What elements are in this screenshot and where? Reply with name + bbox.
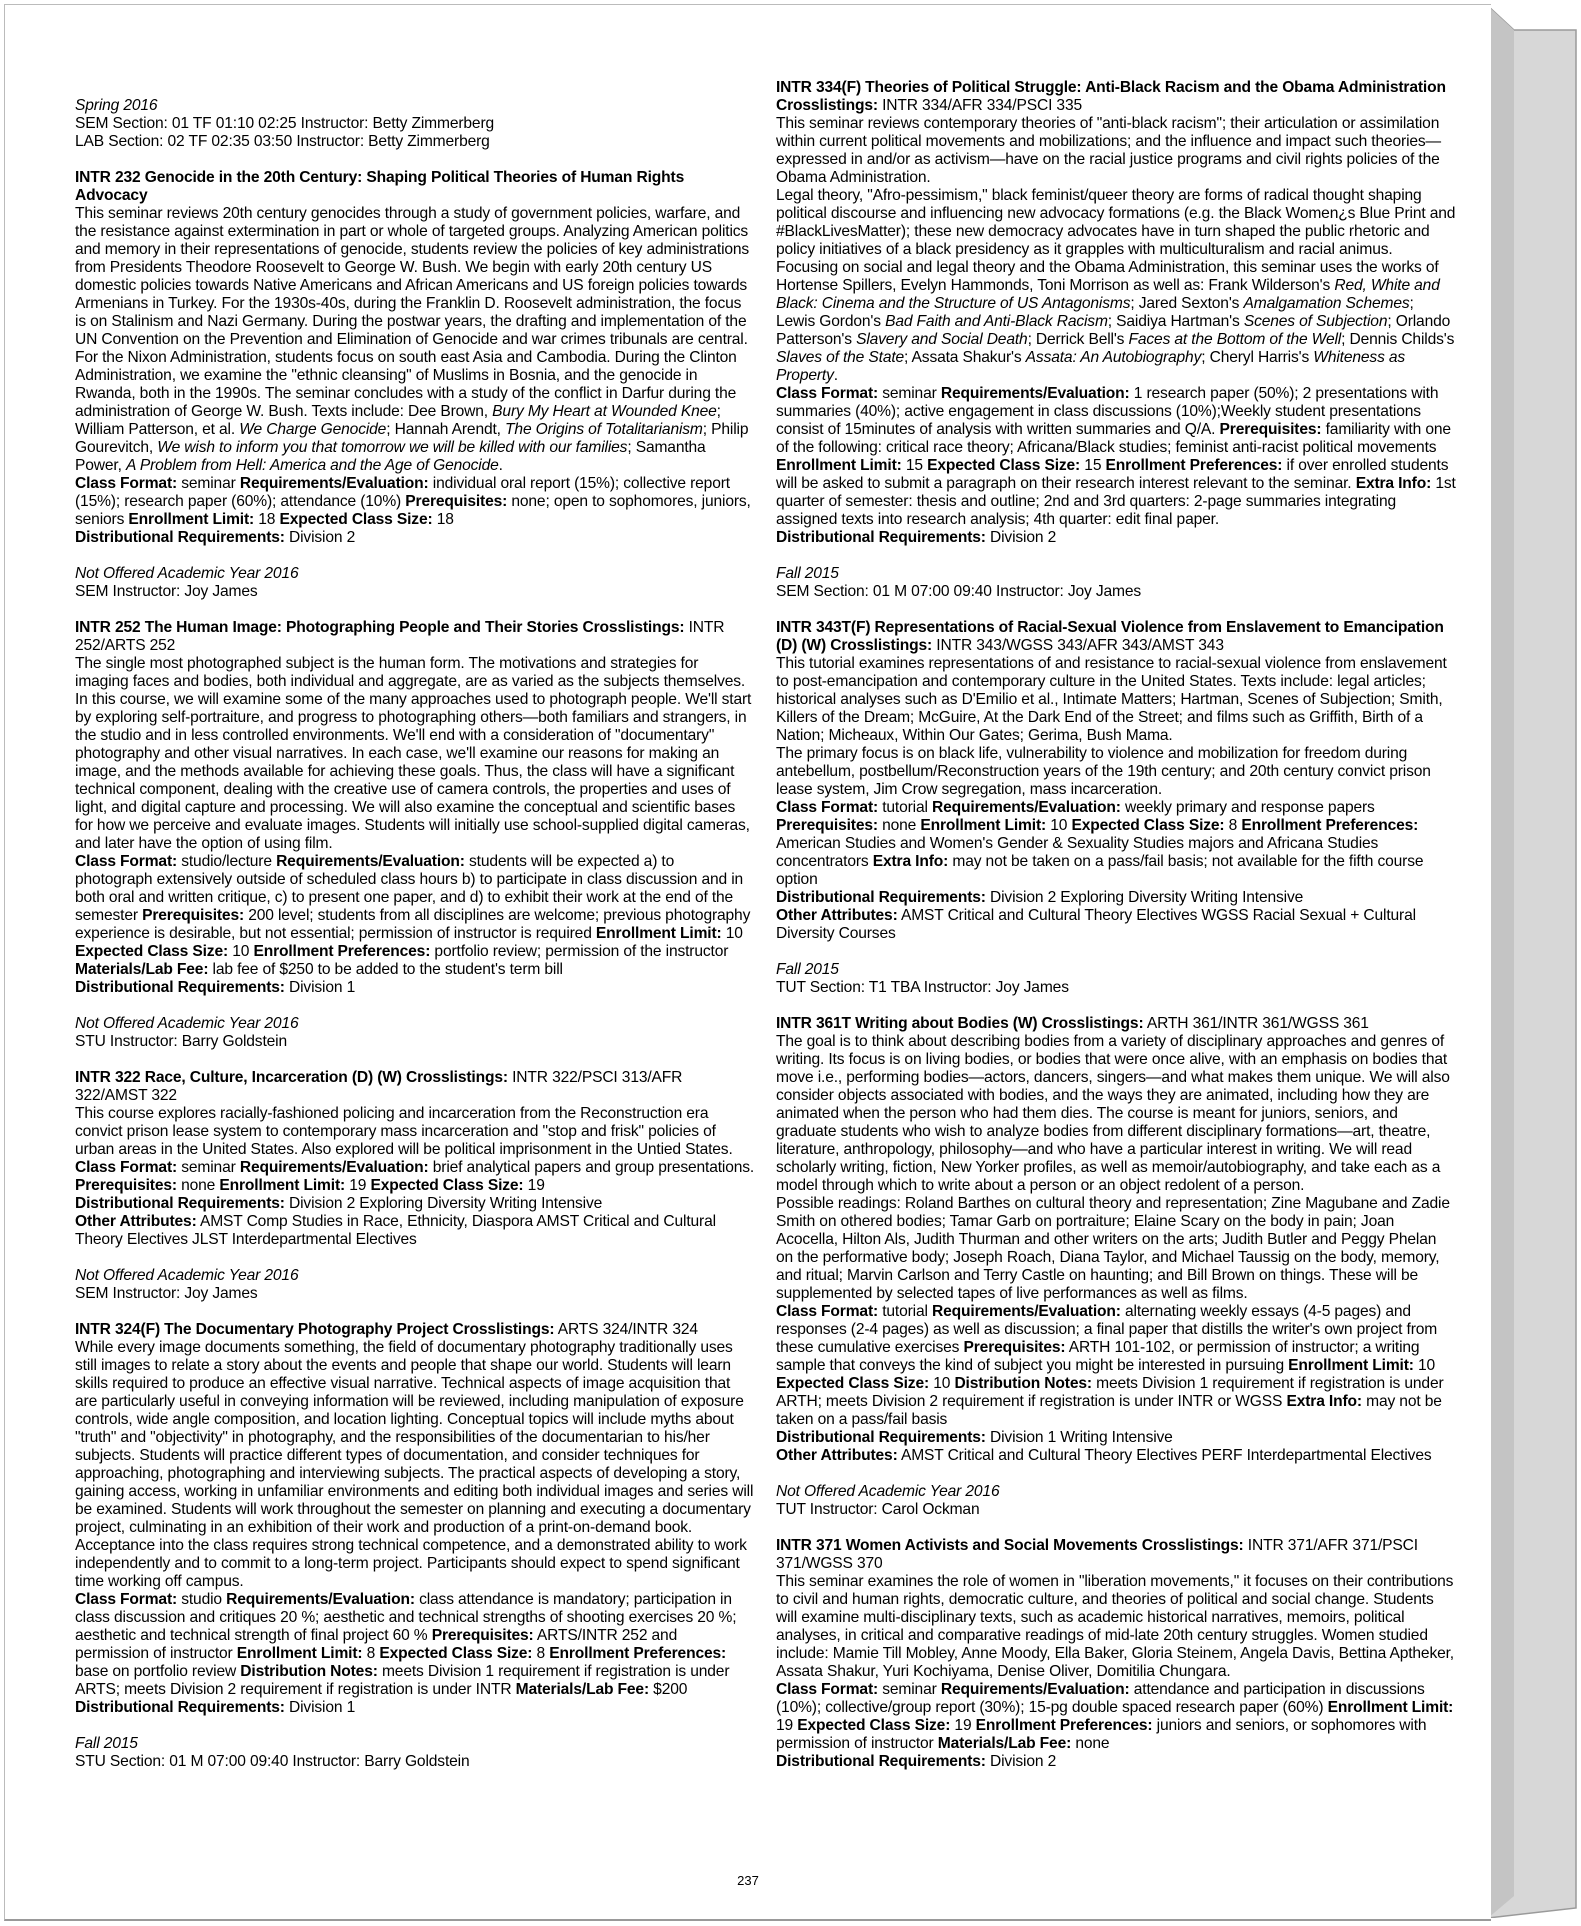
course-intr-361t <box>776 1015 1456 1465</box>
section-line: STU Instructor: Barry Goldstein <box>75 1033 287 1050</box>
document-page <box>4 4 1491 1921</box>
course-description: Focusing on social and legal theory and the Obama Administration, this seminar uses the works of Hortense Spillers, Evelyn Hammonds, Toni Morrison as well as: Frank Wilderson's Red, White and Black: Cinema and the Structure of US Antagonisms; Jared Sexton's Amalgamation Schemes; Lewis Gordon's Bad Faith and Anti-Black Racism; Saidiya Hartman's Scenes of Subjection; Orlando Patterson's Slavery and Social Death; Derrick Bell's Faces at the Bottom of the Well; Dennis Childs's Slaves of the State; Assata Shakur's Assata: An Autobiography; Cheryl Harris's Whiteness as Property. <box>776 259 1455 384</box>
course-title-line: INTR 334(F) Theories of Political Struggle: Anti-Black Racism and the Obama Administration Crosslistings: INTR 334/AFR 334/PSCI 335 <box>776 79 1446 114</box>
course-description: The primary focus is on black life, vulnerability to violence and mobilization for freedom during antebellum, postbellum/Reconstruction years of the 19th century; and 20th century convict prison lease system, Jim Crow segregation, mass incarceration. <box>776 745 1431 798</box>
course-details: Class Format: seminar Requirements/Evaluation: attendance and participation in discussions (10%); collective/group report (30%); 15-pg double spaced research paper (60%) Enrollment Limit: 19 Expected Class Size: 19 Enrollment Preferences: juniors and seniors, or sophomores with permission of instructor Materials/Lab Fee: none <box>776 1681 1454 1752</box>
section-line: STU Section: 01 M 07:00 09:40 Instructor: Barry Goldstein <box>75 1753 470 1770</box>
term-label: Not Offered Academic Year 2016 <box>75 1015 299 1032</box>
term-label: Not Offered Academic Year 2016 <box>75 1267 299 1284</box>
course-title-line: INTR 324(F) The Documentary Photography Project Crosslistings: ARTS 324/INTR 324 <box>75 1321 698 1338</box>
section-spring-2016 <box>75 97 755 151</box>
right-column <box>776 79 1456 1771</box>
term-label: Fall 2015 <box>776 565 839 582</box>
course-description: This seminar reviews contemporary theories of "anti-black racism"; their articulation or assimilation within current political movements and mobilizations; and the influence and impact such theories—expressed in and/or as activism—have on the racial justice programs and civil rights policies of the Obama Administration. <box>776 115 1441 186</box>
course-details: Class Format: seminar Requirements/Evaluation: brief analytical papers and group presentations. Prerequisites: none Enrollment Limit: 19 Expected Class Size: 19 <box>75 1159 755 1194</box>
course-title-line: INTR 322 Race, Culture, Incarceration (D) (W) Crosslistings: INTR 322/PSCI 313/AFR 322/AMST 322 <box>75 1069 683 1104</box>
term-label: Spring 2016 <box>75 97 158 114</box>
course-details: Class Format: tutorial Requirements/Evaluation: weekly primary and response papers Prerequisites: none Enrollment Limit: 10 Expected Class Size: 8 Enrollment Preferences: American Studies and Women's Gender & Sexuality Studies majors and Africana Studies concentrators Extra Info: may not be taken on a pass/fail basis; not available for the fifth course option <box>776 799 1424 888</box>
course-title-line: INTR 252 The Human Image: Photographing People and Their Stories Crosslistings: INTR 252/ARTS 252 <box>75 619 725 654</box>
section-fall-2015 <box>776 565 1456 601</box>
section-line: SEM Section: 01 TF 01:10 02:25 Instructor: Betty Zimmerberg <box>75 115 495 132</box>
section-fall-2015 <box>776 961 1456 997</box>
other-attributes: Other Attributes: AMST Critical and Cultural Theory Electives WGSS Racial Sexual + Cultural Diversity Courses <box>776 907 1416 942</box>
course-details: Class Format: seminar Requirements/Evaluation: individual oral report (15%); collective report (15%); research paper (60%); attendance (10%) Prerequisites: none; open to sophomores, juniors, seniors Enrollment Limit: 18 Expected Class Size: 18 <box>75 475 751 528</box>
course-description: Legal theory, "Afro-pessimism," black feminist/queer theory are forms of radical thought shaping political discourse and influencing new advocacy formations (e.g. the Black Women¿s Blue Print and #BlackLivesMatter); these new democracy advocates have in turn shaped the public rhetoric and policy initiatives of a black presidency as it grapples with multiculturalism and racial animus. <box>776 187 1456 258</box>
course-title-line: INTR 361T Writing about Bodies (W) Crosslistings: ARTH 361/INTR 361/WGSS 361 <box>776 1015 1369 1032</box>
distributional-requirements: Distributional Requirements: Division 1 <box>75 1699 356 1716</box>
course-description: This tutorial examines representations of and resistance to racial-sexual violence from enslavement to post-emancipation and contemporary culture in the United States. Texts include: legal articles; historical analyses such as D'Emilio et al., Intimate Matters; Hartman, Scenes of Subjection; Smith, Killers of the Dream; McGuire, At the Dark End of the Street; and films such as Griffith, Birth of a Nation; Micheaux, Within Our Gates; Gerima, Bush Mama. <box>776 655 1447 744</box>
course-details: Class Format: studio Requirements/Evaluation: class attendance is mandatory; participation in class discussion and critiques 20 %; aesthetic and technical strengths of shooting exercises 20 %; aesthetic and technical strength of final project 60 % Prerequisites: ARTS/INTR 252 and permission of instructor Enrollment Limit: 8 Expected Class Size: 8 Enrollment Preferences: base on portfolio review Distribution Notes: meets Division 1 requirement if registration is under ARTS; meets Division 2 requirement if registration is under INTR Materials/Lab Fee: $200 <box>75 1591 737 1698</box>
distributional-requirements: Distributional Requirements: Division 1 Writing Intensive <box>776 1429 1173 1446</box>
section-line: SEM Instructor: Joy James <box>75 1285 258 1302</box>
course-description: This course explores racially-fashioned policing and incarceration from the Reconstruction era convict prison lease system to contemporary mass incarceration and "stop and frisk" policies of urban areas in the United States. Also explored will be political imprisonment in the Untied States. <box>75 1105 733 1158</box>
section-line: TUT Section: T1 TBA Instructor: Joy James <box>776 979 1069 996</box>
course-intr-343t <box>776 619 1456 943</box>
course-details: Class Format: tutorial Requirements/Evaluation: alternating weekly essays (4-5 pages) and responses (2-4 pages) as well as discussion; a final paper that distills the writer's own project from these cumulative exercises Prerequisites: ARTH 101-102, or permission of instructor; a writing sample that conveys the kind of subject you might be interested in pursuing Enrollment Limit: 10 Expected Class Size: 10 Distribution Notes: meets Division 1 requirement if registration is under ARTH; meets Division 2 requirement if registration is under INTR or WGSS Extra Info: may not be taken on a pass/fail basis <box>776 1303 1444 1428</box>
course-details: Class Format: seminar Requirements/Evaluation: 1 research paper (50%); 2 presentations with summaries (40%); active engagement in class discussions (10%);Weekly student presentations consist of 15minutes of analysis with written summaries and Q/A. Prerequisites: familiarity with one of the following: critical race theory; Africana/Black studies; feminist anti-racist political movements Enrollment Limit: 15 Expected Class Size: 15 Enrollment Preferences: if over enrolled students will be asked to submit a paragraph on their research interest relevant to the seminar. Extra Info: 1st quarter of semester: thesis and outline; 2nd and 3rd quarters: 2-page summaries integrating assigned texts into research analysis; 4th quarter: edit final paper. <box>776 385 1456 528</box>
course-intr-334 <box>776 79 1456 547</box>
section-fall-2015 <box>75 1735 755 1771</box>
distributional-requirements: Distributional Requirements: Division 1 <box>75 979 356 996</box>
section-line: TUT Instructor: Carol Ockman <box>776 1501 980 1518</box>
term-label: Not Offered Academic Year 2016 <box>776 1483 1000 1500</box>
term-label: Fall 2015 <box>776 961 839 978</box>
term-label: Not Offered Academic Year 2016 <box>75 565 299 582</box>
course-description: While every image documents something, the field of documentary photography traditionally uses still images to relate a story about the events and people that shape our world. Students will learn skills required to produce an effective visual narrative. Technical aspects of image acquisition that are particularly useful in conveying information will be reviewed, including manipulation of exposure controls, wide angle composition, and location lighting. Conceptual topics will include myths about "truth" and "objectivity" in photography, and the responsibilities of the documentarian to his/her subjects. Students will practice different types of documentation, and consider techniques for approaching, photographing and interviewing subjects. The practical aspects of developing a story, gaining access, working in unfamiliar environments and editing both individual images and series will be examined. Students will work throughout the semester on planning and executing a documentary project, culminating in an exhibition of their work and production of a print-on-demand book. Acceptance into the class requires strong technical competence, and a demonstrated ability to work independently and to commit to a long-term project. Participants should expect to spend significant time working off campus. <box>75 1339 754 1590</box>
distributional-requirements: Distributional Requirements: Division 2 Exploring Diversity Writing Intensive <box>75 1195 603 1212</box>
course-intr-324 <box>75 1321 755 1717</box>
course-intr-252 <box>75 619 755 997</box>
course-intr-232 <box>75 169 755 547</box>
left-column <box>75 97 755 1771</box>
other-attributes: Other Attributes: AMST Critical and Cultural Theory Electives PERF Interdepartmental Electives <box>776 1447 1432 1464</box>
course-description: The single most photographed subject is the human form. The motivations and strategies for imaging faces and bodies, both individual and aggregate, are as varied as the subjects themselves. In this course, we will examine some of the many approaches used to photograph people. We'll start by exploring self-portraiture, and progress to photographing others—both familiars and strangers, in the studio and in less controlled environments. We'll end with a consideration of "documentary" photography and other visual narratives. In each case, we'll examine our reasons for making an image, and the methods available for achieving these goals. Thus, the class will have a significant technical component, dealing with the creative use of camera controls, the properties and uses of light, and digital capture and processing. We will also examine the conceptual and scientific bases for how we perceive and evaluate images. Students will initially use school-supplied digital cameras, and later have the option of using film. <box>75 655 752 852</box>
course-description: Possible readings: Roland Barthes on cultural theory and representation; Zine Magubane and Zadie Smith on othered bodies; Tamar Garb on portraiture; Elaine Scary on the body in pain; Joan Acocella, Hilton Als, Judith Thurman and other writers on the arts; Judith Butler and Peggy Phelan on the performative body; Joseph Roach, Diana Taylor, and Michael Taussig on the body, memory, and ritual; Marvin Carlson and Terry Castle on haunting; and Bill Brown on things. These will be supplemented by selected tapes of live performances as well as films. <box>776 1195 1450 1302</box>
course-description: The goal is to think about describing bodies from a variety of disciplinary approaches and genres of writing. Its focus is on living bodies, or bodies that were once alive, with an emphasis on bodies that move i.e., performing bodies—actors, dancers, singers—and what makes them unique. We will also consider objects associated with bodies, and the ways they are animated, including how they are animated when the person who had them dies. The course is meant for juniors, seniors, and graduate students who wish to analyze bodies from different disciplinary formations—art, theatre, literature, anthropology, philosophy—and who have a particular interest in writing. We will read scholarly writing, fiction, New Yorker profiles, as well as memoir/autobiography, and take each as a model through which to write about a person or an object redolent of a person. <box>776 1033 1450 1194</box>
course-description: This seminar examines the role of women in "liberation movements," it focuses on their contributions to civil and human rights, democratic culture, and theories of political and social change. Students will examine multi-disciplinary texts, such as academic historical narratives, memoirs, political analyses, in critical and comparative readings of mid-late 20th century struggles. Women studied include: Mamie Till Mobley, Anne Moody, Ella Baker, Gloria Steinem, Angela Davis, Bettina Aptheker, Assata Shakur, Yuri Kochiyama, Denise Oliver, Domitilia Chungara. <box>776 1573 1454 1680</box>
section-not-offered <box>75 1015 755 1051</box>
course-title-line: INTR 371 Women Activists and Social Movements Crosslistings: INTR 371/AFR 371/PSCI 371/WGSS 370 <box>776 1537 1418 1572</box>
course-title: INTR 232 Genocide in the 20th Century: Shaping Political Theories of Human Rights Advocacy <box>75 169 685 204</box>
section-not-offered <box>75 1267 755 1303</box>
section-line: SEM Instructor: Joy James <box>75 583 258 600</box>
distributional-requirements: Distributional Requirements: Division 2 Exploring Diversity Writing Intensive <box>776 889 1304 906</box>
course-title-line: INTR 343T(F) Representations of Racial-Sexual Violence from Enslavement to Emancipation (D) (W) Crosslistings: INTR 343/WGSS 343/AFR 343/AMST 343 <box>776 619 1444 654</box>
term-label: Fall 2015 <box>75 1735 138 1752</box>
section-not-offered <box>776 1483 1456 1519</box>
course-intr-371 <box>776 1537 1456 1771</box>
course-intr-322 <box>75 1069 755 1249</box>
other-attributes: Other Attributes: AMST Comp Studies in Race, Ethnicity, Diaspora AMST Critical and Cultural Theory Electives JLST Interdepartmental Electives <box>75 1213 716 1248</box>
page-number: 237 <box>737 1873 759 1888</box>
course-details: Class Format: studio/lecture Requirements/Evaluation: students will be expected a) to photograph extensively outside of scheduled class hours b) to participate in class discussion and in both oral and written critique, c) to present one paper, and d) to exhibit their work at the end of the semester Prerequisites: 200 level; students from all disciplines are welcome; previous photography experience is desirable, but not essential; permission of instructor is required Enrollment Limit: 10 Expected Class Size: 10 Enrollment Preferences: portfolio review; permission of the instructor Materials/Lab Fee: lab fee of $250 to be added to the student's term bill <box>75 853 751 978</box>
course-description: This seminar reviews 20th century genocides through a study of government policies, warfare, and the resistance against extermination in part or whole of targeted groups. Analyzing American politics and memory in their representations of genocide, students review the policies of key administrations from Presidents Theodore Roosevelt to George W. Bush. We begin with early 20th century US domestic policies towards Native Americans and African Americans and US foreign policies towards Armenians in Turkey. For the 1930s-40s, during the Franklin D. Roosevelt administration, the focus is on Stalinism and Nazi Germany. During the postwar years, the drafting and implementation of the UN Convention on the Prevention and Elimination of Genocide and war crimes tribunals are central. For the Nixon Administration, students focus on south east Asia and Cambodia. During the Clinton Administration, we examine the "ethnic cleansing" of Muslims in Bosnia, and the genocide in Rwanda, both in the 1990s. The seminar concludes with a study of the conflict in Darfur during the administration of George W. Bush. Texts include: Dee Brown, Bury My Heart at Wounded Knee; William Patterson, et al. We Charge Genocide; Hannah Arendt, The Origins of Totalitarianism; Philip Gourevitch, We wish to inform you that tomorrow we will be killed with our families; Samantha Power, A Problem from Hell: America and the Age of Genocide. <box>75 205 750 474</box>
section-line: SEM Section: 01 M 07:00 09:40 Instructor: Joy James <box>776 583 1142 600</box>
distributional-requirements: Distributional Requirements: Division 2 <box>776 1753 1057 1770</box>
section-not-offered <box>75 565 755 601</box>
distributional-requirements: Distributional Requirements: Division 2 <box>776 529 1057 546</box>
section-line: LAB Section: 02 TF 02:35 03:50 Instructor: Betty Zimmerberg <box>75 133 490 150</box>
distributional-requirements: Distributional Requirements: Division 2 <box>75 529 356 546</box>
page-edge-shadow <box>1488 6 1578 1918</box>
